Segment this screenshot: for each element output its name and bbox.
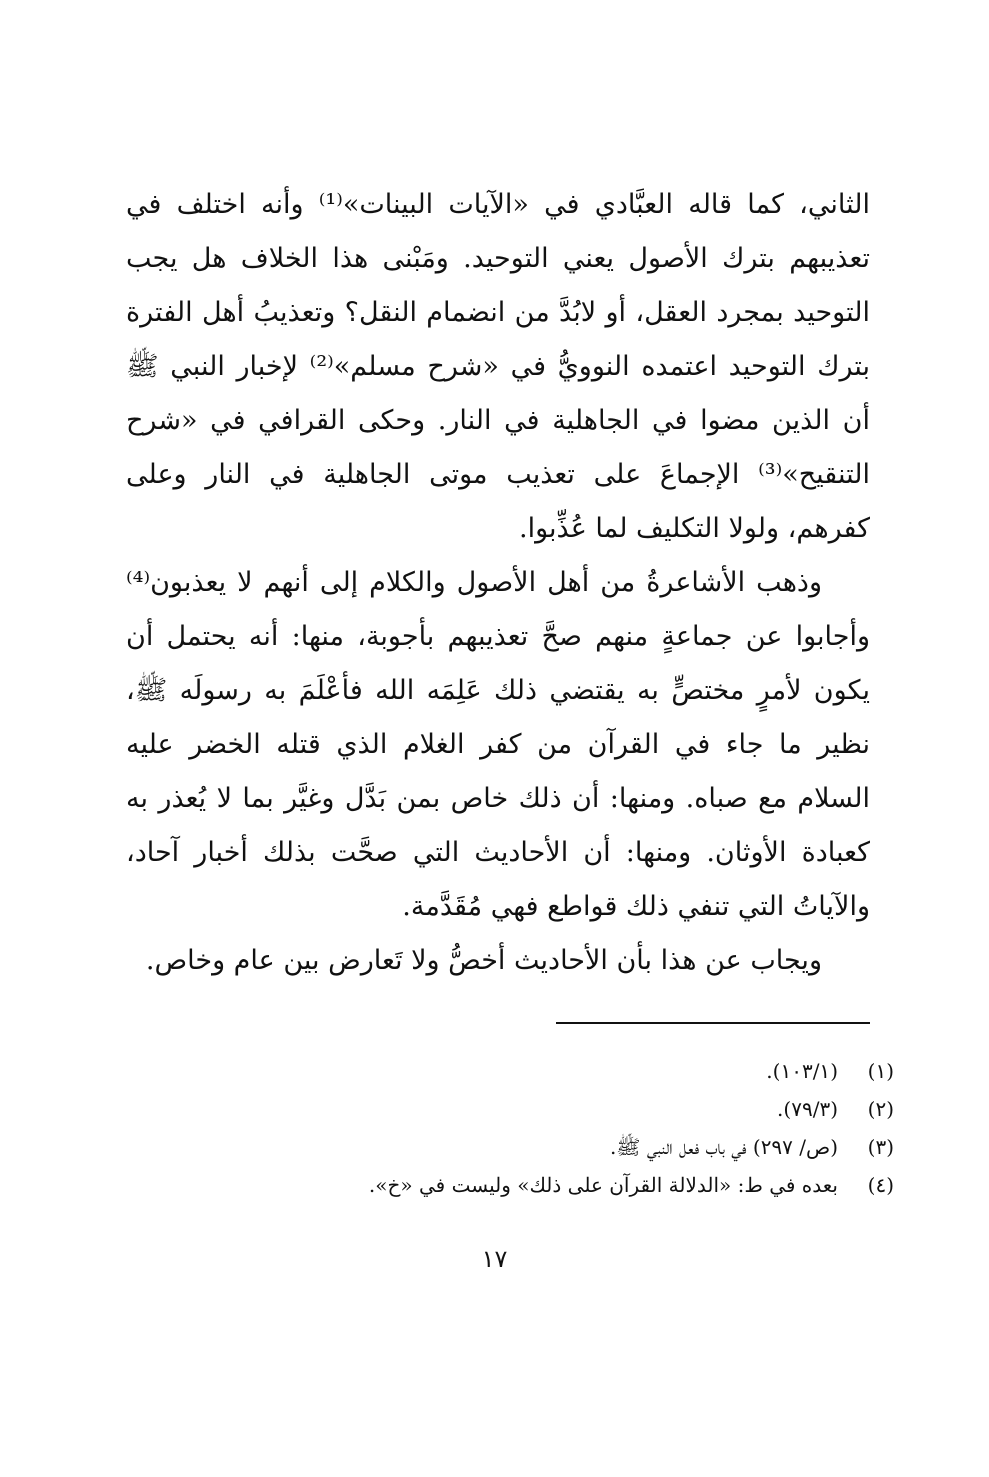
footnote-text: بعده في ط: «الدلالة القرآن على ذلك» وليست في «خ». xyxy=(368,1173,838,1197)
footnote-4 xyxy=(126,1166,894,1204)
footnote-number: (١) xyxy=(867,1059,894,1083)
footnotes xyxy=(126,1052,894,1204)
footnote-text: (ص/ ٢٩٧) في باب فعل النبي ﷺ. xyxy=(609,1135,838,1159)
footnote-1 xyxy=(126,1052,894,1090)
page-number: ١٧ xyxy=(481,1245,508,1273)
footnote-number: (٢) xyxy=(867,1097,894,1121)
paragraph-1: الثاني، كما قاله العبَّادي في «الآيات البينات»⁽¹⁾ وأنه اختلف في تعذيبهم بترك الأصول يعني التوحيد. ومَبْنى هذا الخلاف هل يجب التوحيد بمجرد العقل، أو لابُدَّ من انضمام النقل؟ وتعذيبُ أهل الفترة بترك التوحيد اعتمده النوويُّ في «شرح مسلم»⁽²⁾ لإخبار النبي ﷺ أن الذين مضوا في الجاهلية في النار. وحكى القرافي في «شرح التنقيح»⁽³⁾ الإجماعَ على تعذيب موتى الجاهلية في النار وعلى كفرهم، ولولا التكليف لما عُذِّبوا. xyxy=(126,189,871,544)
footnote-divider xyxy=(556,1022,870,1024)
footnote-3 xyxy=(126,1128,894,1166)
footnote-number: (٣) xyxy=(867,1135,894,1159)
paragraph-2: وذهب الأشاعرةُ من أهل الأصول والكلام إلى أنهم لا يعذبون⁽⁴⁾ وأجابوا عن جماعةٍ منهم صحَّ تعذيبهم بأجوبة، منها: أنه يحتمل أن يكون لأمرٍ مختصٍّ به يقتضي ذلك عَلِمَه الله فأعْلَمَ به رسولَه ﷺ، نظير ما جاء في القرآن من كفر الغلام الذي قتله الخضر عليه السلام مع صباه. ومنها: أن ذلك خاص بمن بَدَّل وغيَّر بما لا يُعذر به كعبادة الأوثان. ومنها: أن الأحاديث التي صحَّت بذلك أخبار آحاد، والآياتُ التي تنفي ذلك قواطع فهي مُقَدَّمة. xyxy=(126,567,870,922)
footnote-number: (٤) xyxy=(867,1173,894,1197)
footnote-text: (١٠٣/١). xyxy=(766,1059,838,1083)
main-text xyxy=(126,178,870,988)
footnote-2 xyxy=(126,1090,894,1128)
paragraph-3: ويجاب عن هذا بأن الأحاديث أخصُّ ولا تَعارض بين عام وخاص. xyxy=(145,945,822,976)
footnote-text: (٧٩/٣). xyxy=(777,1097,838,1121)
